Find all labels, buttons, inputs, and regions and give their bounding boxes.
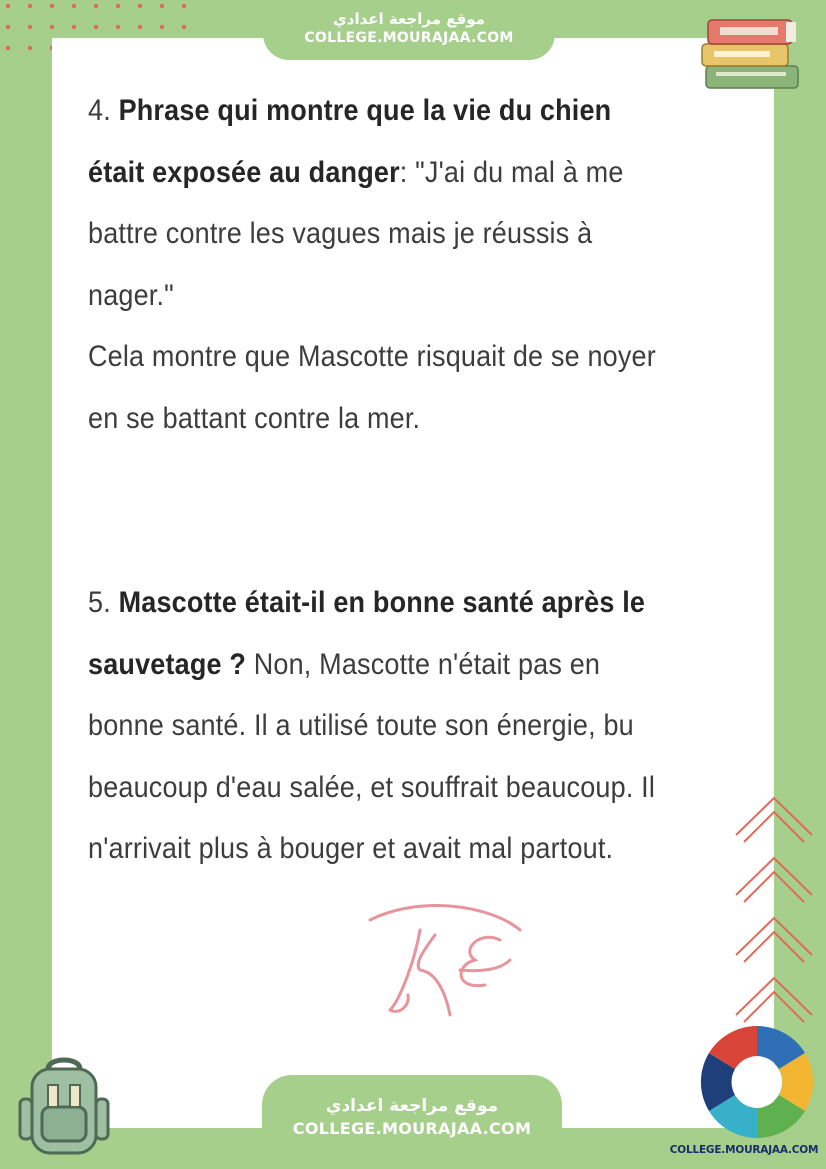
signature-icon	[360, 900, 540, 1030]
answer-text: Non, Mascotte n'était pas en bonne santé. Il a utilisé toute son énergie, bu beaucoup d'eau salée, et souffrait beaucoup. Il n'arrivait plus à bouger et avait mal partout.	[88, 647, 656, 865]
question-text: Mascotte était-il en bonne santé après le sauvetage ?	[88, 586, 646, 681]
footer-url: COLLEGE.MOURAJAA.COM	[292, 1119, 532, 1138]
question-number: 4.	[88, 94, 111, 127]
chevron-up-icon	[728, 790, 818, 1030]
school-logo-icon	[695, 1022, 819, 1142]
question-4	[88, 80, 664, 326]
logo-url: COLLEGE.MOURAJAA.COM	[669, 1144, 819, 1156]
header-tab	[263, 0, 555, 60]
header-arabic-title: موقع مراجعة اعدادي	[333, 10, 485, 28]
explanation-text: Cela montre que Mascotte risquait de se noyer en se battant contre la mer.	[88, 340, 656, 435]
question-text: Phrase qui montre que la vie du chien était exposée au danger	[88, 94, 612, 189]
backpack-icon	[14, 1055, 114, 1160]
footer-arabic-title: موقع مراجعة اعدادي	[325, 1096, 499, 1116]
footer-tab	[262, 1075, 562, 1169]
header-url: COLLEGE.MOURAJAA.COM	[304, 30, 514, 46]
question-5	[88, 572, 664, 880]
books-icon	[690, 8, 805, 98]
document-body	[88, 80, 664, 880]
answer-text: : "J'ai du mal à me battre contre les vagues mais je réussis à nager."	[88, 155, 624, 312]
question-number: 5.	[88, 586, 111, 619]
